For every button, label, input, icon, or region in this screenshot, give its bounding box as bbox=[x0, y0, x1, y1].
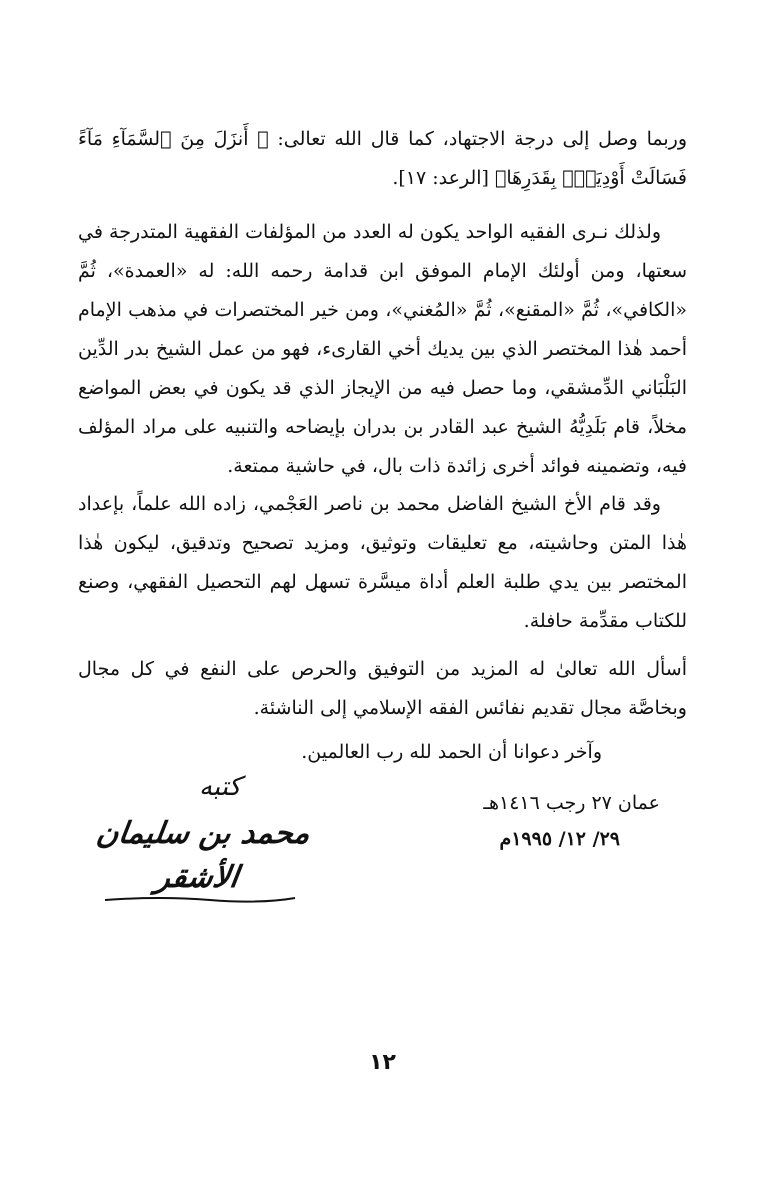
paragraph-text: أسأل الله تعالىٰ له المزيد من التوفيق والحرص على النفع في كل مجال وبخاصَّة مجال تقديم نفائس الفقه الإسلامي إلى الناشئة. bbox=[78, 658, 687, 719]
signature-name: محمد بن سليمان الأشقر bbox=[94, 816, 313, 895]
paragraph-3 bbox=[78, 485, 687, 641]
paragraph-2 bbox=[78, 213, 687, 486]
page-number: ١٢ bbox=[369, 1050, 396, 1075]
closing-line: وآخر دعوانا أن الحمد لله رب العالمين. bbox=[301, 741, 602, 763]
gregorian-date: ٢٩/ ١٢/ ١٩٩٥م bbox=[499, 828, 620, 850]
signature-heading: كتبه bbox=[198, 772, 241, 802]
paragraph-text: ولذلك نـرى الفقيه الواحد يكون له العدد من المؤلفات الفقهية المتدرجة في سعتها، ومن أولئك الإمام الموفق ابن قدامة رحمه الله: له «العمدة»، ثُمَّ «الكافي»، ثُمَّ «المقنع»، ثُمَّ «المُغني»، ومن خير المختصرات في مذهب الإمام أحمد هٰذا المختصر الذي بين يديك أخي القارىء، فهو من عمل الشيخ بدر الدِّين البَلْبَاني الدِّمشقي، وما حصل فيه من الإيجاز الذي قد يكون في بعض المواضع مخلاً، قام بَلَدِيُّهُ الشيخ عبد القادر بن بدران بإيضاحه والتنبيه على مراد المؤلف فيه، وتضمينه فوائد أخرى زائدة ذات بال، في حاشية ممتعة. bbox=[78, 221, 687, 477]
paragraph-4 bbox=[78, 650, 687, 728]
paragraph-1 bbox=[78, 120, 687, 198]
paragraph-text: وقد قام الأخ الشيخ الفاضل محمد بن ناصر العَجْمي، زاده الله علماً، بإعداد هٰذا المتن وحاشيته، مع تعليقات وتوثيق، ومزيد تصحيح وتدقيق، ليكون هٰذا المختصر بين يدي طلبة العلم أداة ميسَّرة تسهل لهم التحصيل الفقهي، وصنع للكتاب مقدِّمة حافلة. bbox=[78, 493, 687, 632]
hijri-date: عمان ٢٧ رجب ١٤١٦هـ bbox=[483, 792, 660, 814]
paragraph-5 bbox=[78, 733, 687, 772]
paragraph-text: وربما وصل إلى درجة الاجتهاد، كما قال الله تعالى: ﴿ أَنزَلَ مِنَ ٱلسَّمَآءِ مَآءً فَسَالَتْ أَوْدِيَةٌۢ بِقَدَرِهَا﴾ [الرعد: ١٧]. bbox=[78, 128, 687, 189]
date-block bbox=[440, 785, 660, 857]
signature bbox=[80, 770, 320, 904]
